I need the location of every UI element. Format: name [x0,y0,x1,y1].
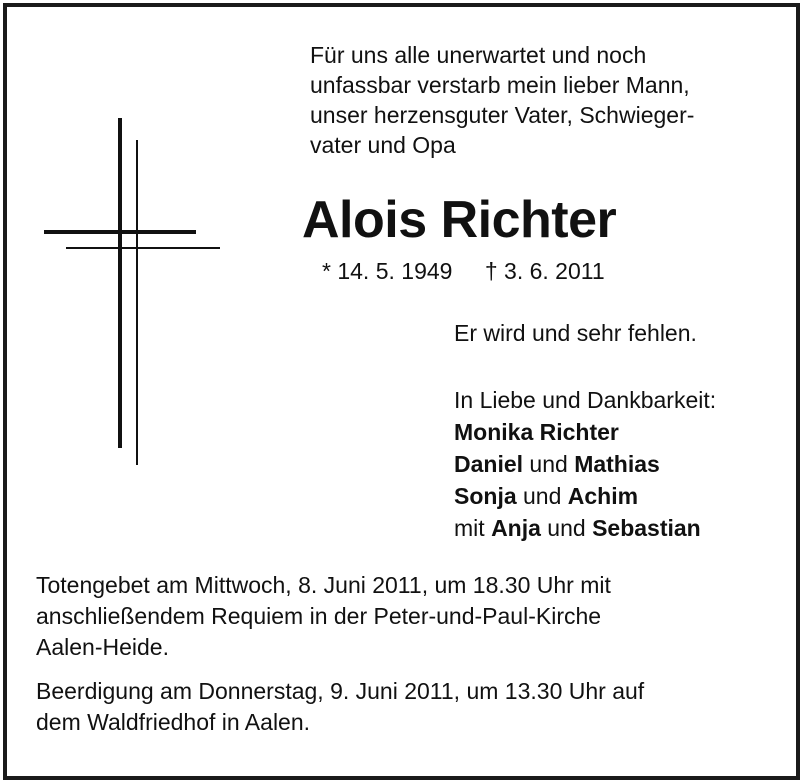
service-line: Totengebet am Mittwoch, 8. Juni 2011, um 18.30 Uhr mit [36,572,611,598]
family-line [454,512,716,544]
family-joiner: und [547,515,586,541]
service-line: anschließendem Requiem in der Peter-und-Paul-Kirche [36,603,602,629]
service-text [36,570,763,663]
family-member: Achim [567,483,639,509]
family-line [454,480,716,512]
service-line: Aalen-Heide. [36,634,169,660]
family-member: Anja [491,515,541,541]
family-block [454,384,716,544]
intro-line: unfassbar verstarb mein lieber Mann, [310,72,690,98]
family-member: Mathias [574,451,660,477]
family-prefix: mit [454,515,485,541]
family-joiner: und [523,483,562,509]
family-member: Sonja [454,483,517,509]
family-joiner: und [529,451,568,477]
family-member: Sebastian [592,515,701,541]
death-date: 3. 6. 2011 [504,258,605,284]
family-line [454,416,716,448]
miss-line: Er wird und sehr fehlen. [454,320,697,346]
intro-line: unser herzensguter Vater, Schwieger- [310,102,695,128]
burial-text [36,676,763,738]
family-line [454,448,716,480]
family-heading: In Liebe und Dankbarkeit: [454,387,717,413]
birth-date: 14. 5. 1949 [337,258,453,284]
family-member: Daniel [454,451,524,477]
intro-line: Für uns alle unerwartet und noch [310,42,647,68]
death-symbol: † [484,258,498,284]
family-member: Monika Richter [454,419,619,445]
intro-text [310,40,763,160]
burial-line: dem Waldfriedhof in Aalen. [36,709,311,735]
birth-symbol: * [322,258,331,284]
intro-line: vater und Opa [310,132,456,158]
burial-line: Beerdigung am Donnerstag, 9. Juni 2011, um 13.30 Uhr auf [36,678,645,704]
life-dates [322,256,605,286]
deceased-name: Alois Richter [302,191,617,249]
